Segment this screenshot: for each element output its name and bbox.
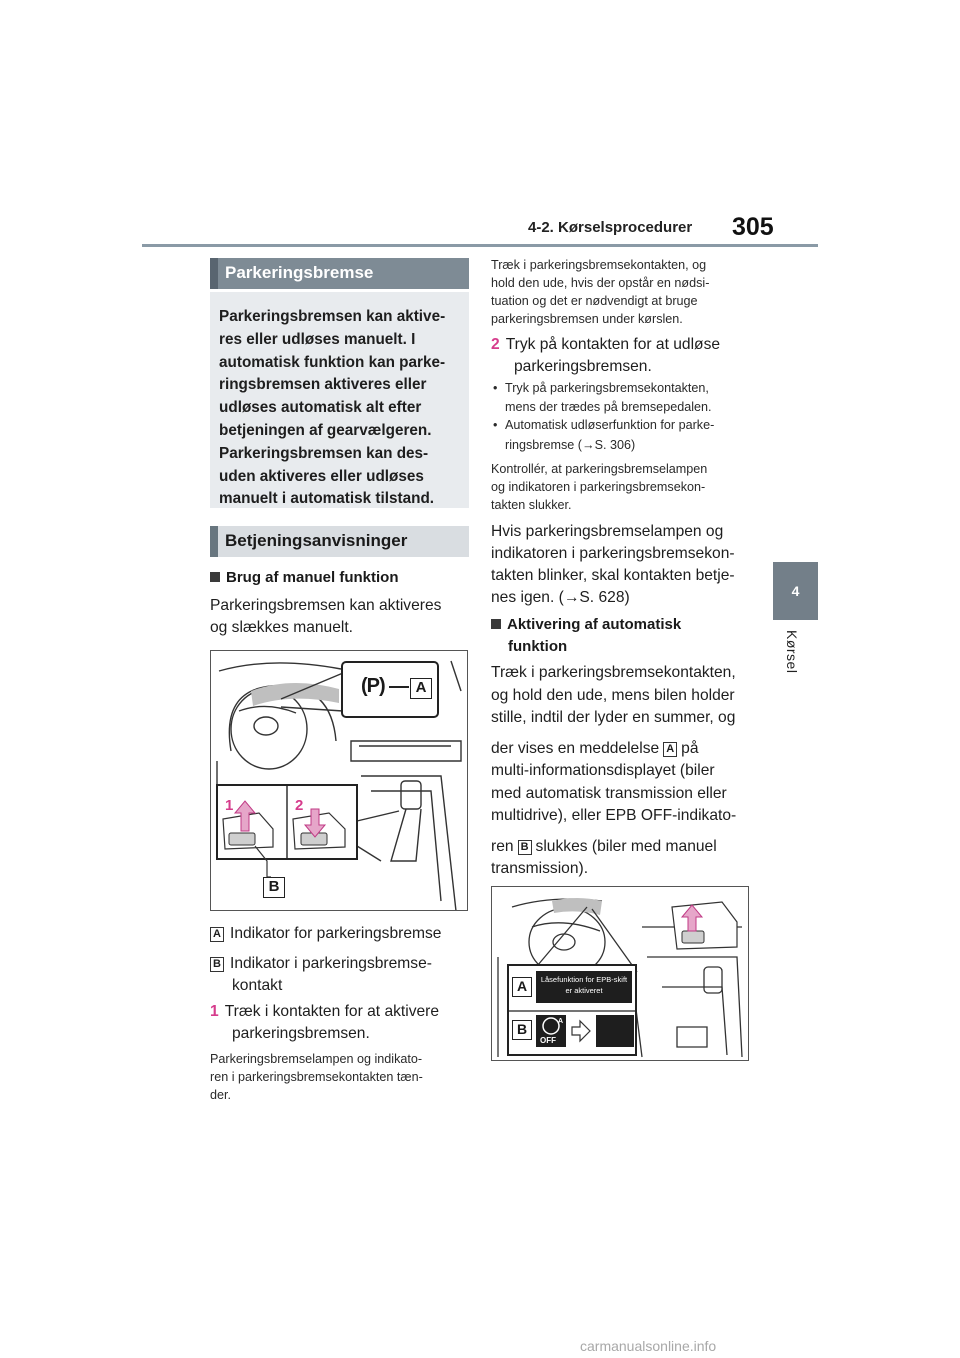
note-line: Træk i parkeringsbremsekontakten, og [491, 258, 707, 272]
auto-line: multi-informationsdisplayet (biler [491, 762, 715, 779]
inline-box-b: B [518, 840, 532, 855]
intro-line: res eller udløses manuelt. I [219, 330, 416, 348]
note-line: ren i parkeringsbremsekontakten tæn- [210, 1070, 423, 1084]
square-bullet-icon [210, 572, 220, 582]
note-line: hold den ude, hvis der opstår en nødsi- [491, 276, 710, 290]
step-2 [491, 334, 720, 356]
bullet-item [493, 417, 714, 434]
auto-paragraph [491, 662, 736, 881]
note-line: og indikatoren i parkeringsbremsekon- [491, 480, 706, 494]
auto-line: med automatisk transmission eller [491, 784, 727, 802]
figure2-label-b: B [512, 1020, 532, 1040]
figure2-label-a: A [512, 977, 532, 997]
display-line: Låsefunktion for EPB-skift [540, 975, 628, 984]
step-1-line2: parkeringsbremsen. [232, 1025, 370, 1042]
note-line: Parkeringsbremselampen og indikato- [210, 1052, 423, 1066]
epb-off-label: OFF [540, 1036, 556, 1045]
figure-parking-brake-switch [210, 650, 468, 911]
note-line: parkeringsbremsen under kørslen. [491, 312, 683, 326]
step-2-number: 2 [491, 336, 500, 353]
intro-line: udløses automatisk alt efter [219, 399, 422, 417]
intro-box [210, 292, 469, 508]
blink-line: nes igen. (→S. 628) [491, 589, 630, 606]
legend-a-text: Indikator for parkeringsbremse [230, 925, 442, 942]
square-bullet-icon [491, 619, 501, 629]
note-line: takten slukker. [491, 498, 572, 512]
header-rule [142, 244, 818, 247]
auto-function-title: Aktivering af automatisk [507, 616, 682, 633]
emergency-note [491, 256, 709, 328]
parking-p-icon: (P) [361, 675, 385, 697]
legend-b-line2: kontakt [232, 977, 283, 994]
display-line: er aktiveret [565, 986, 603, 995]
header-section-title: 4-2. Kørselsprocedurer [528, 219, 693, 236]
figure1-label-b: B [263, 877, 285, 898]
epb-a-mark: A [558, 1018, 564, 1025]
bullet-line: ringsbremse (→S. 306) [505, 438, 636, 452]
auto-line: på [681, 739, 699, 757]
intro-line: automatisk funktion kan parke- [219, 353, 446, 371]
auto-line: transmission). [491, 860, 589, 877]
legend-b-line: Indikator i parkeringsbremse- [230, 955, 432, 972]
section-header-parking-brake: Parkeringsbremse [210, 258, 469, 289]
manual-function-text [210, 595, 441, 639]
note-line: der. [210, 1088, 232, 1102]
auto-line: der vises en meddelelse [491, 739, 660, 757]
blink-paragraph [491, 521, 735, 609]
auto-line: og hold den ude, mens bilen holder [491, 686, 735, 704]
figure1-label-a: A [410, 678, 432, 699]
auto-line: Træk i parkeringsbremsekontakten, [491, 664, 736, 681]
auto-line-with-box [491, 738, 736, 761]
blink-line: indikatoren i parkeringsbremsekon- [491, 545, 735, 562]
step-1 [210, 1001, 439, 1023]
watermark: carmanualsonline.info [580, 1338, 717, 1354]
manual-function-title: Brug af manuel funktion [226, 569, 399, 586]
auto-function-heading [491, 614, 681, 636]
step-1-number: 1 [210, 1003, 219, 1020]
inline-box-a: A [663, 742, 677, 757]
bullet-line: Tryk på parkeringsbremsekontakten, [505, 381, 709, 395]
legend-b [210, 953, 432, 975]
blink-line: takten blinker, skal kontakten betje- [491, 567, 735, 584]
manual-function-heading [210, 567, 399, 589]
intro-line: betjeningen af gearvælgeren. [219, 421, 432, 439]
auto-line: slukkes (biler med manuel [535, 837, 717, 855]
check-note [491, 460, 707, 514]
page-number: 305 [732, 213, 774, 241]
step-1-line: Træk i kontakten for at aktivere [224, 1003, 440, 1020]
step-2-line: Tryk på kontakten for at udløse [505, 336, 721, 353]
bullet-item [493, 380, 709, 397]
section-header-instructions: Betjeningsanvisninger [210, 526, 469, 557]
auto-line: stille, indtil der lyder en summer, og [491, 709, 736, 726]
callout-line [389, 686, 409, 688]
auto-line: ren [491, 837, 514, 855]
manual-line: Parkeringsbremsen kan aktiveres [210, 597, 442, 614]
manual-line: og slækkes manuelt. [210, 619, 354, 636]
auto-line-with-box [491, 836, 736, 859]
display-message [536, 974, 632, 996]
legend-box-a: A [210, 927, 224, 942]
legend-a [210, 923, 441, 945]
step-1-note [210, 1050, 423, 1104]
figure-auto-mode [491, 886, 749, 1061]
auto-function-title-line2: funktion [508, 638, 568, 655]
legend-box-b: B [210, 957, 224, 972]
bullet-line: Automatisk udløserfunktion for parke- [505, 418, 715, 432]
note-line: tuation og det er nødvendigt at bruge [491, 294, 698, 308]
intro-line: ringsbremsen aktiveres eller [219, 376, 427, 394]
intro-line: manuelt i automatisk tilstand. [219, 490, 435, 508]
note-line: Kontrollér, at parkeringsbremselampen [491, 462, 708, 476]
auto-line: multidrive), eller EPB OFF-indikato- [491, 807, 737, 824]
chapter-tab[interactable]: 4 [773, 562, 818, 620]
intro-line: Parkeringsbremsen kan des- [219, 444, 429, 462]
figure1-step-2: 2 [295, 797, 304, 814]
chapter-label: Kørsel [784, 630, 800, 674]
intro-line: uden aktiveres eller udløses [219, 467, 424, 485]
figure1-step-1: 1 [225, 797, 234, 814]
step-2-line2: parkeringsbremsen. [514, 358, 652, 375]
intro-line: Parkeringsbremsen kan aktive- [219, 308, 446, 325]
bullet-line: mens der trædes på bremsepedalen. [505, 400, 712, 414]
blink-line: Hvis parkeringsbremselampen og [491, 523, 724, 540]
